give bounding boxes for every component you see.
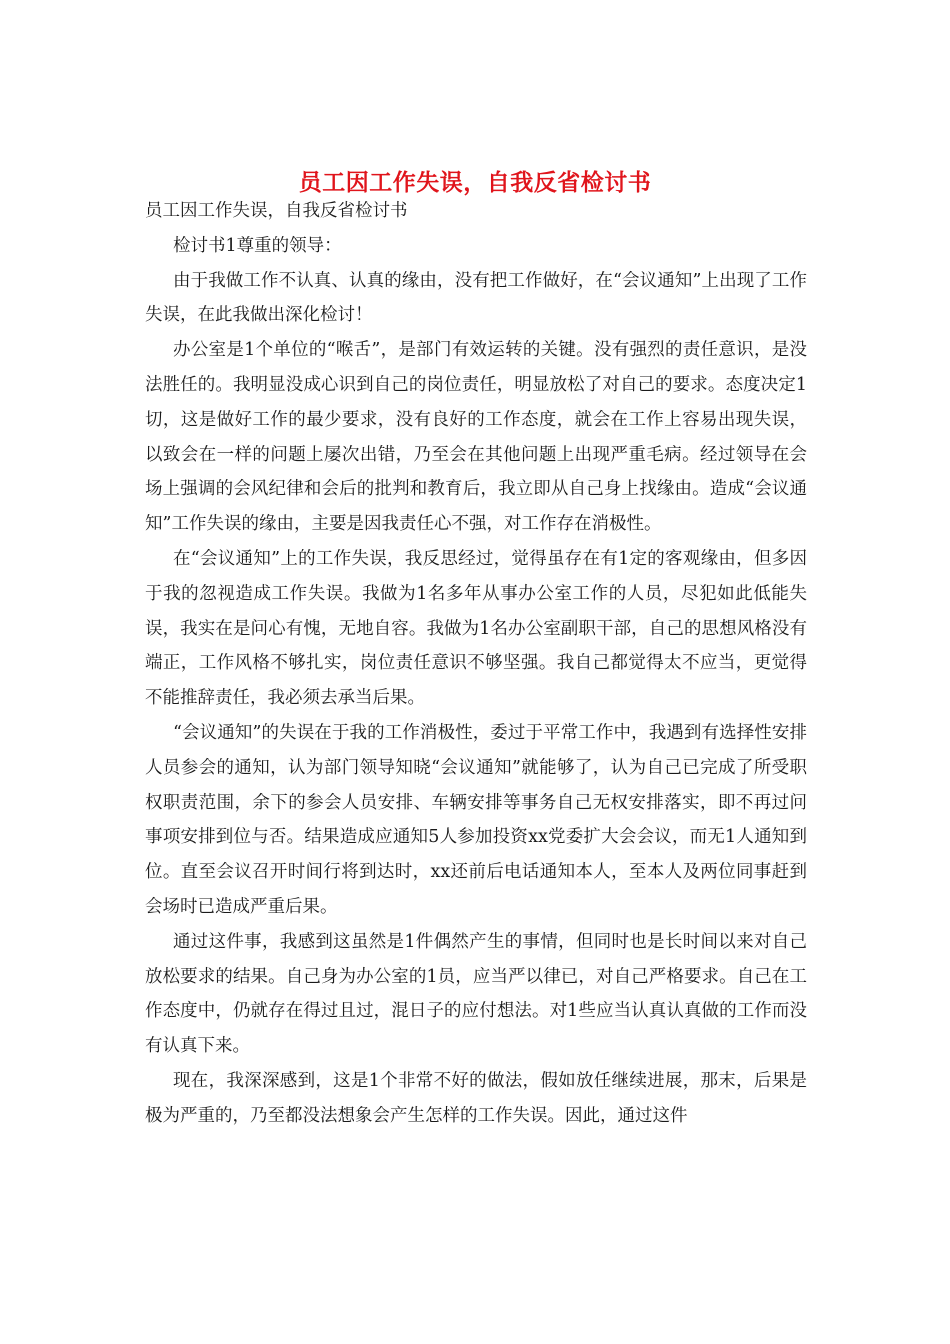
- paragraph: 由于我做工作不认真、认真的缘由，没有把工作做好，在“会议通知”上出现了工作失误，在此我做出深化检讨！: [145, 270, 807, 326]
- document-title: 员工因工作失误，自我反省检讨书: [298, 169, 652, 197]
- paragraph-salutation: 检讨书1尊重的领导：: [173, 235, 342, 256]
- paragraph: “会议通知”的失误在于我的工作消极性，委过于平常工作中，我遇到有选择性安排人员参会的通知，认为部门领导知晓“会议通知”就能够了，认为自己已完成了所受职权职责范围，余下的参会人员安排、车辆安排等事务自己无权安排落实，即不再过问事项安排到位与否。结果造成应通知5人参加投资xx党委扩大会会议，而无1人通知到位。直至会议召开时间行将到达时，xx还前后电话通知本人，至本人及两位同事赶到会场时已造成严重后果。: [145, 722, 807, 917]
- paragraph: 通过这件事，我感到这虽然是1件偶然产生的事情，但同时也是长时间以来对自己放松要求的结果。自己身为办公室的1员，应当严以律已，对自己严格要求。自己在工作态度中，仍就存在得过且过，混日子的应付想法。对1些应当认真认真做的工作而没有认真下来。: [145, 931, 807, 1057]
- paragraph: 办公室是1个单位的“喉舌”，是部门有效运转的关键。没有强烈的责任意识，是没法胜任的。我明显没成心识到自己的岗位责任，明显放松了对自己的要求。态度决定1切，这是做好工作的最少要求，没有良好的工作态度，就会在工作上容易出现失误，以致会在一样的问题上屡次出错，乃至会在其他问题上出现严重毛病。经过领导在会场上强调的会风纪律和会后的批判和教育后，我立即从自己身上找缘由。造成“会议通知”工作失误的缘由，主要是因我责任心不强，对工作存在消极性。: [145, 340, 807, 535]
- paragraph-subtitle: 员工因工作失误，自我反省检讨书: [145, 201, 408, 221]
- paragraph: 现在，我深深感到，这是1个非常不好的做法，假如放任继续进展，那末，后果是极为严重的，乃至都没法想象会产生怎样的工作失误。因此，通过这件: [145, 1070, 807, 1126]
- document-body: [145, 194, 807, 1134]
- paragraph: 在“会议通知”上的工作失误，我反思经过，觉得虽存在有1定的客观缘由，但多因于我的忽视造成工作失误。我做为1名多年从事办公室工作的人员，尽犯如此低能失误，我实在是问心有愧，无地自容。我做为1名办公室副职干部，自己的思想风格没有端正，工作风格不够扎实，岗位责任意识不够坚强。我自己都觉得太不应当，更觉得不能推辞责任，我必须去承当后果。: [145, 548, 807, 709]
